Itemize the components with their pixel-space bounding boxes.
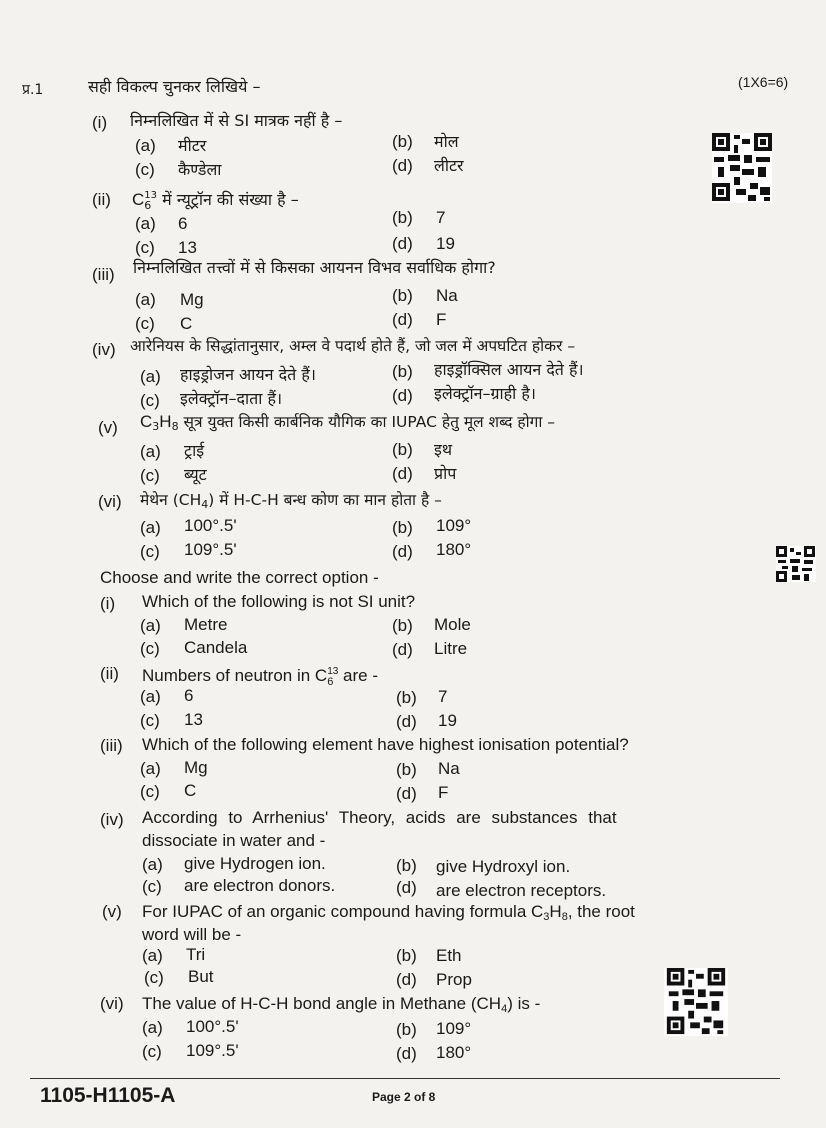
- en-q6-option-b: 109°: [436, 1019, 472, 1038]
- option-label: (a): [140, 616, 161, 635]
- option-label: (c): [140, 639, 160, 658]
- option-label: (b): [396, 856, 417, 875]
- hi-q2-number: (ii): [92, 190, 111, 209]
- hi-q3-text: निम्नलिखित तत्त्वों में से किसका आयनन विभव सर्वाधिक होगा?: [133, 258, 496, 277]
- en-q6-option-c: 109°.5': [186, 1041, 239, 1060]
- en-q5-option-b: Eth: [436, 946, 462, 965]
- hi-q5-option-c: ब्यूट: [184, 465, 207, 484]
- option-label: (d): [392, 542, 413, 561]
- option-label: (a): [140, 442, 161, 461]
- en-q2-number: (ii): [100, 664, 119, 683]
- en-q4-option-b: give Hydroxyl ion.: [436, 857, 571, 876]
- en-q5-option-a: Tri: [186, 945, 206, 964]
- option-label: (c): [135, 160, 155, 179]
- hi-q4-number: (iv): [92, 340, 116, 359]
- hi-q2-option-c: 13: [178, 238, 197, 257]
- option-label: (a): [142, 855, 163, 874]
- hi-q6-option-a: 100°.5': [184, 516, 237, 535]
- hi-q5-text: $C_3H_8$ सूत्र युक्त किसी कार्बनिक यौगिक का IUPAC हेतु मूल शब्द होगा –: [140, 412, 556, 433]
- en-q2-option-d: 19: [438, 711, 457, 730]
- hi-q6-number: (vi): [98, 492, 122, 511]
- en-q4-text-line2: dissociate in water and -: [142, 831, 326, 850]
- option-label: (b): [396, 946, 417, 965]
- option-label: (d): [396, 784, 417, 803]
- option-label: (b): [396, 688, 417, 707]
- qr-code: [712, 133, 772, 203]
- option-label: (a): [135, 214, 156, 233]
- option-label: (a): [135, 136, 156, 155]
- en-q2-option-b: 7: [438, 687, 448, 706]
- option-label: (a): [140, 518, 161, 537]
- hi-q4-text: आरेनियस के सिद्धांतानुसार, अम्ल वे पदार्थ होते हैं, जो जल में अपघटित होकर –: [130, 337, 576, 355]
- en-q6-text: The value of H-C-H bond angle in Methane $(CH_4)$ is -: [142, 994, 541, 1015]
- en-q4-text-line1: According to Arrhenius' Theory, acids are substances that: [142, 808, 617, 827]
- en-q3-option-a: Mg: [184, 758, 208, 777]
- hi-q5-number: (v): [98, 418, 118, 437]
- hi-q6-option-c: 109°.5': [184, 540, 237, 559]
- hi-q5-option-b: इथ: [434, 440, 453, 459]
- hi-q3-option-b: Na: [436, 286, 458, 305]
- en-q3-option-c: C: [184, 781, 197, 800]
- page-number: Page 2 of 8: [372, 1090, 436, 1104]
- option-label: (c): [135, 314, 155, 333]
- hi-q6-option-b: 109°: [436, 516, 472, 535]
- hi-q3-option-a: Mg: [180, 290, 204, 309]
- question-number: प्र.1: [22, 82, 44, 98]
- en-q5-option-c: But: [188, 967, 214, 986]
- en-q5-number: (v): [102, 902, 122, 921]
- en-q2-text: Numbers of neutron in $C^{13}$ 6 are -: [142, 666, 379, 688]
- instruction-hindi: सही विकल्प चुनकर लिखिये –: [88, 77, 261, 96]
- option-label: (b): [392, 440, 413, 459]
- option-label: (c): [140, 542, 160, 561]
- hi-q2-text: $C^{13}$ 6 में न्यूट्रॉन की संख्या है –: [132, 190, 299, 212]
- option-label: (c): [142, 1042, 162, 1061]
- option-label: (b): [392, 132, 413, 151]
- instruction-english: Choose and write the correct option -: [100, 568, 379, 587]
- hi-q2-option-b: 7: [436, 208, 446, 227]
- en-q3-number: (iii): [100, 736, 123, 755]
- en-q5-text-line2: word will be -: [142, 925, 242, 944]
- hi-q4-option-b: हाइड्रॉक्सिल आयन देते हैं।: [434, 360, 584, 379]
- en-q4-option-d: are electron receptors.: [436, 881, 607, 900]
- option-label: (d): [392, 156, 413, 175]
- en-q6-option-d: 180°: [436, 1043, 472, 1062]
- option-label: (b): [392, 616, 413, 635]
- option-label: (b): [392, 208, 413, 227]
- hi-q6-text: मेथेन $(CH_4)$ में H-C-H बन्ध कोण का मान होता है –: [140, 491, 442, 511]
- option-label: (d): [396, 712, 417, 731]
- hi-q1-option-a: मीटर: [178, 136, 207, 155]
- paper-code: 1105-H1105-A: [40, 1084, 176, 1107]
- hi-q6-option-d: 180°: [436, 540, 472, 559]
- en-q1-text: Which of the following is not SI unit?: [142, 592, 416, 611]
- marks-label: (1X6=6): [738, 74, 789, 90]
- hi-q3-option-c: C: [180, 314, 193, 333]
- hi-q1-option-d: लीटर: [434, 156, 464, 175]
- option-label: (b): [392, 362, 413, 381]
- hi-q4-option-a: हाइड्रोजन आयन देते हैं।: [180, 365, 316, 384]
- option-label: (c): [135, 238, 155, 257]
- option-label: (d): [396, 970, 417, 989]
- option-label: (d): [396, 1044, 417, 1063]
- option-label: (b): [396, 760, 417, 779]
- option-label: (c): [140, 391, 160, 410]
- qr-code-bottom: [664, 968, 728, 1036]
- en-q4-option-a: give Hydrogen ion.: [184, 854, 326, 873]
- option-label: (d): [392, 310, 413, 329]
- option-label: (d): [392, 234, 413, 253]
- option-label: (a): [142, 1018, 163, 1037]
- hi-q3-number: (iii): [92, 265, 115, 284]
- option-label: (a): [142, 946, 163, 965]
- hi-q1-option-b: मोल: [434, 132, 459, 151]
- option-label: (c): [140, 466, 160, 485]
- en-q1-option-a: Metre: [184, 615, 228, 634]
- en-q2-option-a: 6: [184, 686, 194, 705]
- hi-q1-number: (i): [92, 113, 108, 132]
- en-q4-number: (iv): [100, 810, 124, 829]
- hi-q5-option-a: ट्राई: [184, 441, 205, 460]
- hi-q5-option-d: प्रोप: [434, 464, 457, 483]
- en-q1-option-c: Candela: [184, 638, 248, 657]
- en-q2-option-c: 13: [184, 710, 203, 729]
- hi-q1-option-c: कैण्डेला: [178, 160, 222, 179]
- hi-q2-option-d: 19: [436, 234, 455, 253]
- option-label: (d): [392, 640, 413, 659]
- option-label: (d): [396, 878, 417, 897]
- en-q6-option-a: 100°.5': [186, 1017, 239, 1036]
- option-label: (a): [140, 367, 161, 386]
- en-q3-option-d: F: [438, 783, 449, 802]
- option-label: (c): [144, 968, 164, 987]
- en-q3-option-b: Na: [438, 759, 460, 778]
- hi-q1-text: निम्नलिखित में से SI मात्रक नहीं है –: [130, 111, 343, 130]
- en-q5-option-d: Prop: [436, 970, 472, 989]
- en-q6-number: (vi): [100, 994, 124, 1013]
- option-label: (a): [135, 290, 156, 309]
- en-q4-option-c: are electron donors.: [184, 876, 336, 895]
- hi-q2-option-a: 6: [178, 214, 188, 233]
- option-label: (c): [140, 782, 160, 801]
- qr-code-small: [776, 546, 816, 582]
- option-label: (a): [140, 687, 161, 706]
- en-q1-number: (i): [100, 594, 116, 613]
- option-label: (d): [392, 464, 413, 483]
- footer-divider: [30, 1078, 780, 1079]
- option-label: (b): [396, 1020, 417, 1039]
- option-label: (a): [140, 759, 161, 778]
- option-label: (b): [392, 518, 413, 537]
- option-label: (c): [142, 877, 162, 896]
- en-q5-text-line1: For IUPAC of an organic compound having formula $C_3H_8$, the root: [142, 902, 635, 923]
- option-label: (c): [140, 711, 160, 730]
- hi-q3-option-d: F: [436, 310, 447, 329]
- en-q3-text: Which of the following element have highest ionisation potential?: [142, 735, 629, 754]
- option-label: (b): [392, 286, 413, 305]
- hi-q4-option-d: इलेक्ट्रॉन–ग्राही है।: [434, 384, 536, 403]
- en-q1-option-d: Litre: [434, 639, 468, 658]
- hi-q4-option-c: इलेक्ट्रॉन–दाता हैं।: [180, 389, 283, 408]
- en-q1-option-b: Mole: [434, 615, 471, 634]
- option-label: (d): [392, 386, 413, 405]
